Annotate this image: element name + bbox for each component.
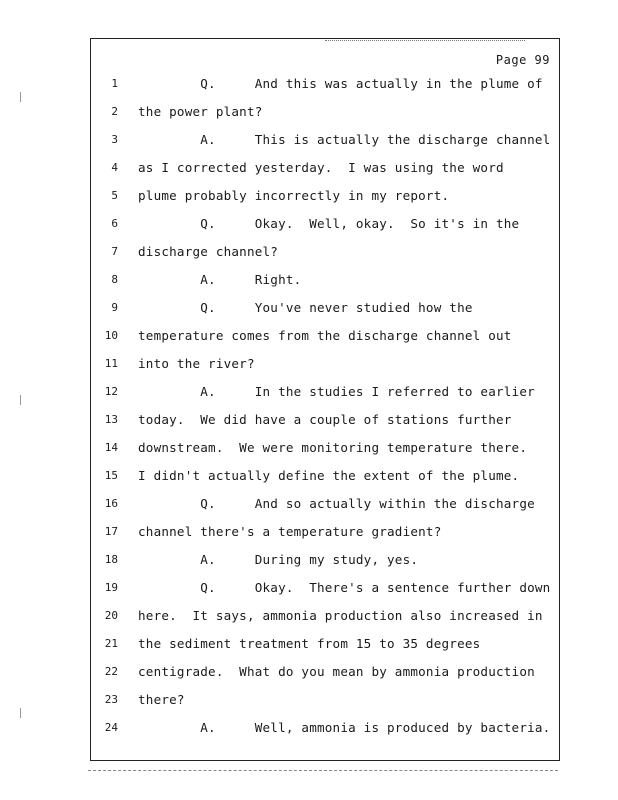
line-text: the sediment treatment from 15 to 35 degrees xyxy=(138,636,481,651)
line-number: 8 xyxy=(111,273,118,286)
transcript-line xyxy=(90,412,560,428)
line-number: 15 xyxy=(104,469,118,482)
transcript-line xyxy=(90,580,560,596)
transcript-line xyxy=(90,244,560,260)
line-number: 9 xyxy=(111,301,118,314)
line-number: 12 xyxy=(104,385,118,398)
line-number: 22 xyxy=(104,665,118,678)
page-number: Page 99 xyxy=(495,53,550,67)
margin-punch-mark xyxy=(20,708,27,718)
transcript-line xyxy=(90,272,560,288)
transcript-line xyxy=(90,300,560,316)
line-text: temperature comes from the discharge channel out xyxy=(138,328,512,343)
transcript-line xyxy=(90,76,560,92)
line-number: 7 xyxy=(111,245,118,258)
line-text: Q. Okay. Well, okay. So it's in the xyxy=(138,216,520,231)
line-number: 23 xyxy=(104,693,118,706)
line-number: 5 xyxy=(111,189,118,202)
bottom-scan-artifact xyxy=(88,770,558,771)
line-number: 10 xyxy=(104,329,118,342)
line-text: downstream. We were monitoring temperature there. xyxy=(138,440,528,455)
transcript-line xyxy=(90,384,560,400)
margin-punch-mark xyxy=(20,92,27,102)
transcript-line xyxy=(90,636,560,652)
line-number: 21 xyxy=(104,637,118,650)
line-text: discharge channel? xyxy=(138,244,279,259)
bottom-rule xyxy=(90,760,560,761)
transcript-line xyxy=(90,328,560,344)
line-text: A. This is actually the discharge channel xyxy=(138,132,551,147)
transcript-line xyxy=(90,496,560,512)
line-number: 14 xyxy=(104,441,118,454)
transcript-line xyxy=(90,160,560,176)
transcript-line xyxy=(90,664,560,680)
transcript-line xyxy=(90,216,560,232)
line-text: A. Well, ammonia is produced by bacteria. xyxy=(138,720,551,735)
transcript-line xyxy=(90,356,560,372)
line-number: 13 xyxy=(104,413,118,426)
transcript-line xyxy=(90,188,560,204)
margin-punch-mark xyxy=(20,395,27,405)
line-text: I didn't actually define the extent of the plume. xyxy=(138,468,520,483)
line-number: 17 xyxy=(104,525,118,538)
scan-artifact xyxy=(325,40,525,41)
line-number: 16 xyxy=(104,497,118,510)
line-text: Q. And this was actually in the plume of xyxy=(138,76,543,91)
line-number: 2 xyxy=(111,105,118,118)
line-text: Q. You've never studied how the xyxy=(138,300,473,315)
line-number: 19 xyxy=(104,581,118,594)
transcript-line xyxy=(90,552,560,568)
line-number: 11 xyxy=(104,357,118,370)
transcript-line xyxy=(90,440,560,456)
line-text: A. In the studies I referred to earlier xyxy=(138,384,535,399)
line-number: 18 xyxy=(104,553,118,566)
line-text: the power plant? xyxy=(138,104,263,119)
line-number: 1 xyxy=(111,77,118,90)
line-text: as I corrected yesterday. I was using the word xyxy=(138,160,504,175)
line-number: 20 xyxy=(104,609,118,622)
transcript-line xyxy=(90,104,560,120)
line-number: 3 xyxy=(111,133,118,146)
line-text: Q. Okay. There's a sentence further down xyxy=(138,580,551,595)
transcript-line xyxy=(90,468,560,484)
line-text: today. We did have a couple of stations further xyxy=(138,412,512,427)
line-text: here. It says, ammonia production also increased in xyxy=(138,608,543,623)
transcript-line xyxy=(90,132,560,148)
transcript-line xyxy=(90,608,560,624)
line-text: Q. And so actually within the discharge xyxy=(138,496,535,511)
line-text: there? xyxy=(138,692,185,707)
line-text: A. During my study, yes. xyxy=(138,552,419,567)
transcript-line xyxy=(90,524,560,540)
line-number: 6 xyxy=(111,217,118,230)
line-text: centigrade. What do you mean by ammonia production xyxy=(138,664,535,679)
line-text: A. Right. xyxy=(138,272,302,287)
line-text: plume probably incorrectly in my report. xyxy=(138,188,450,203)
line-text: channel there's a temperature gradient? xyxy=(138,524,442,539)
line-number: 24 xyxy=(104,721,118,734)
transcript-line xyxy=(90,720,560,736)
line-text: into the river? xyxy=(138,356,255,371)
transcript-line xyxy=(90,692,560,708)
line-number: 4 xyxy=(111,161,118,174)
